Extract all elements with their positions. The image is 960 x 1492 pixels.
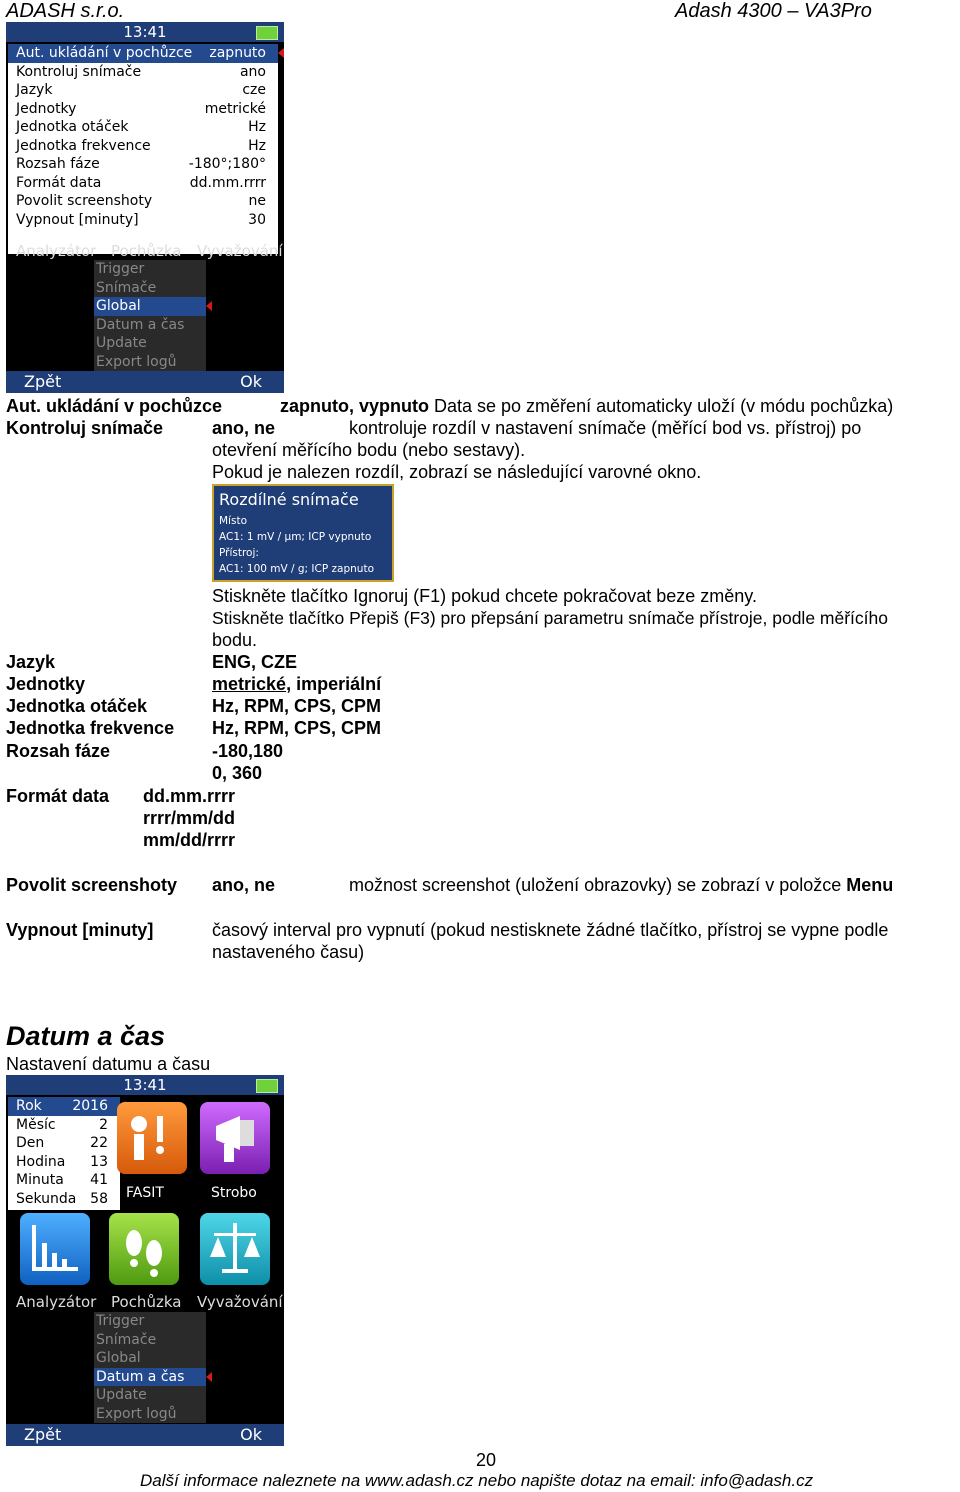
label-vypnout: Vypnout [minuty]: [6, 920, 154, 940]
footer-info: Další informace naleznete na www.adash.cz nebo napište dotaz na email: info@adash.cz: [140, 1471, 814, 1490]
submenu-item[interactable]: Trigger: [96, 261, 145, 277]
submenu-item[interactable]: Export logů: [96, 353, 177, 370]
label-otacek: Jednotka otáček: [6, 696, 148, 716]
setting-row[interactable]: Formát data dd.mm.rrrr: [16, 174, 266, 191]
submenu-item[interactable]: Global: [96, 1350, 141, 1366]
faze-option: 0, 360: [212, 763, 263, 783]
tab-analyzator[interactable]: Analyzátor: [16, 242, 97, 260]
ignore-desc: Stiskněte tlačítko Ignoruj (F1) pokud chcete pokračovat beze změny.: [212, 586, 757, 606]
faze-option: -180,180: [212, 741, 284, 761]
battery-icon: [256, 1079, 278, 1093]
clock: 13:41: [123, 23, 167, 41]
datetime-row[interactable]: Sekunda 58: [16, 1190, 108, 1207]
format-option: mm/dd/rrrr: [143, 830, 236, 850]
setting-row[interactable]: Kontroluj snímače ano: [16, 63, 266, 80]
submenu: [94, 260, 206, 371]
setting-row[interactable]: Rozsah fáze -180°;180°: [16, 156, 266, 172]
settings-list: [8, 44, 278, 254]
section-subtitle: Nastavení datumu a času: [6, 1054, 211, 1074]
submenu-item[interactable]: Update: [96, 335, 147, 351]
status-bar: [6, 22, 284, 42]
submenu: [94, 1312, 206, 1423]
kontrol-desc: Pokud je nalezen rozdíl, zobrazí se následující varovné okno.: [212, 462, 702, 482]
aut-options-desc: zapnuto, vypnuto Data se po změření automaticky uloží (v módu pochůzka): [280, 396, 894, 416]
fasit-icon[interactable]: [117, 1102, 187, 1174]
setting-row[interactable]: Jazyk cze: [16, 82, 266, 98]
popup-line: Přístroj:: [219, 547, 259, 559]
battery-icon: [256, 26, 278, 40]
label-format: Formát data: [6, 786, 110, 806]
setting-row[interactable]: Jednotka otáček Hz: [16, 119, 266, 135]
screenshot-options: ano, ne: [212, 875, 276, 895]
label-faze: Rozsah fáze: [6, 741, 111, 761]
setting-row[interactable]: Vypnout [minuty] 30: [16, 211, 266, 228]
datetime-row[interactable]: Rok 2016: [8, 1097, 120, 1116]
softkey-bar: [6, 371, 284, 393]
softkey-bar: [6, 1424, 284, 1446]
label-aut: Aut. ukládání v pochůzce: [6, 396, 223, 416]
analyzer-icon[interactable]: [20, 1213, 90, 1285]
datetime-list: [8, 1097, 120, 1210]
kontrol-options: ano, ne: [212, 418, 276, 438]
jazyk-options: ENG, CZE: [212, 652, 298, 672]
tab-pochuzka[interactable]: Pochůzka: [111, 242, 182, 260]
tab-analyzator[interactable]: Analyzátor: [16, 1293, 97, 1311]
status-bar: [6, 1075, 284, 1095]
label-jednotky: Jednotky: [6, 674, 86, 694]
setting-row[interactable]: Jednotky metrické: [16, 100, 266, 117]
route-icon[interactable]: [109, 1213, 179, 1285]
popup-title: Rozdílné snímače: [219, 490, 359, 509]
screenshot-desc: možnost screenshot (uložení obrazovky) se zobrazí v položce Menu: [349, 875, 894, 895]
selection-marker-icon: [278, 48, 284, 58]
label-jazyk: Jazyk: [6, 652, 56, 672]
popup-line: AC1: 1 mV / µm; ICP vypnuto: [219, 531, 372, 543]
label-kontrol: Kontroluj snímače: [6, 418, 164, 438]
submenu-item-datetime[interactable]: Datum a čas: [94, 1368, 206, 1387]
submenu-item[interactable]: Datum a čas: [96, 316, 185, 333]
jednotky-options: metrické, imperiální: [212, 674, 382, 694]
kontrol-desc: otevření měřícího bodu (nebo sestavy).: [212, 440, 526, 460]
submenu-item[interactable]: Trigger: [96, 1313, 145, 1329]
ok-button[interactable]: Ok: [240, 372, 262, 391]
datetime-row[interactable]: Minuta 41: [16, 1172, 108, 1188]
strobo-icon[interactable]: [200, 1102, 270, 1174]
device-screen-global: [6, 22, 284, 393]
tab-pochuzka[interactable]: Pochůzka: [111, 1293, 182, 1311]
submenu-item[interactable]: Update: [96, 1387, 147, 1403]
balancing-icon[interactable]: [200, 1213, 270, 1285]
strobo-label: Strobo: [211, 1185, 257, 1201]
page-number: 20: [476, 1450, 497, 1470]
vypnout-desc: časový interval pro vypnutí (pokud nestisknete žádné tlačítko, přístroj se vypne podle: [212, 920, 889, 940]
setting-row[interactable]: Povolit screenshoty ne: [16, 193, 266, 209]
submenu-item[interactable]: Export logů: [96, 1405, 177, 1422]
rewrite-desc: Stiskněte tlačítko Přepiš (F3) pro přepsání parametru snímače přístroje, podle měřícího: [212, 608, 888, 628]
popup-line: AC1: 100 mV / g; ICP zapnuto: [219, 563, 374, 575]
tab-vyvazovani[interactable]: Vyvažování: [197, 242, 283, 260]
setting-row[interactable]: Jednotka frekvence Hz: [16, 137, 266, 154]
back-button[interactable]: Zpět: [24, 372, 62, 391]
submenu-item[interactable]: Snímače: [96, 279, 157, 296]
selection-marker-icon: [206, 1372, 212, 1382]
header-company: ADASH s.r.o.: [6, 0, 125, 22]
submenu-item-global[interactable]: Global: [94, 297, 206, 316]
rewrite-desc: bodu.: [212, 630, 258, 650]
datetime-row[interactable]: Den 22: [16, 1135, 108, 1151]
main-tabs: [6, 240, 284, 262]
tab-vyvazovani[interactable]: Vyvažování: [197, 1293, 283, 1311]
back-button[interactable]: Zpět: [24, 1425, 62, 1444]
main-tabs: [6, 1291, 284, 1313]
label-frekvence: Jednotka frekvence: [6, 718, 175, 738]
setting-row[interactable]: Aut. ukládání v pochůzce zapnuto: [8, 44, 278, 63]
format-option: rrrr/mm/dd: [143, 808, 236, 828]
fasit-label: FASIT: [126, 1185, 164, 1201]
otacek-options: Hz, RPM, CPS, CPM: [212, 696, 382, 716]
label-screenshot: Povolit screenshoty: [6, 875, 178, 895]
vypnout-desc: nastaveného času): [212, 942, 365, 962]
submenu-item[interactable]: Snímače: [96, 1331, 157, 1348]
kontrol-desc: kontroluje rozdíl v nastavení snímače (měřící bod vs. přístroj) po: [349, 418, 862, 438]
popup-line: Místo: [219, 515, 247, 527]
clock: 13:41: [123, 1076, 167, 1094]
warning-popup: [212, 484, 394, 582]
datetime-row[interactable]: Měsíc 2: [16, 1116, 108, 1133]
format-option: dd.mm.rrrr: [143, 786, 236, 806]
selection-marker-icon: [206, 301, 212, 311]
section-title: Datum a čas: [6, 1021, 166, 1051]
datetime-row[interactable]: Hodina 13: [16, 1153, 108, 1170]
device-screen-datetime: [6, 1075, 284, 1446]
ok-button[interactable]: Ok: [240, 1425, 262, 1444]
header-product: Adash 4300 – VA3Pro: [675, 0, 872, 22]
frekvence-options: Hz, RPM, CPS, CPM: [212, 718, 382, 738]
